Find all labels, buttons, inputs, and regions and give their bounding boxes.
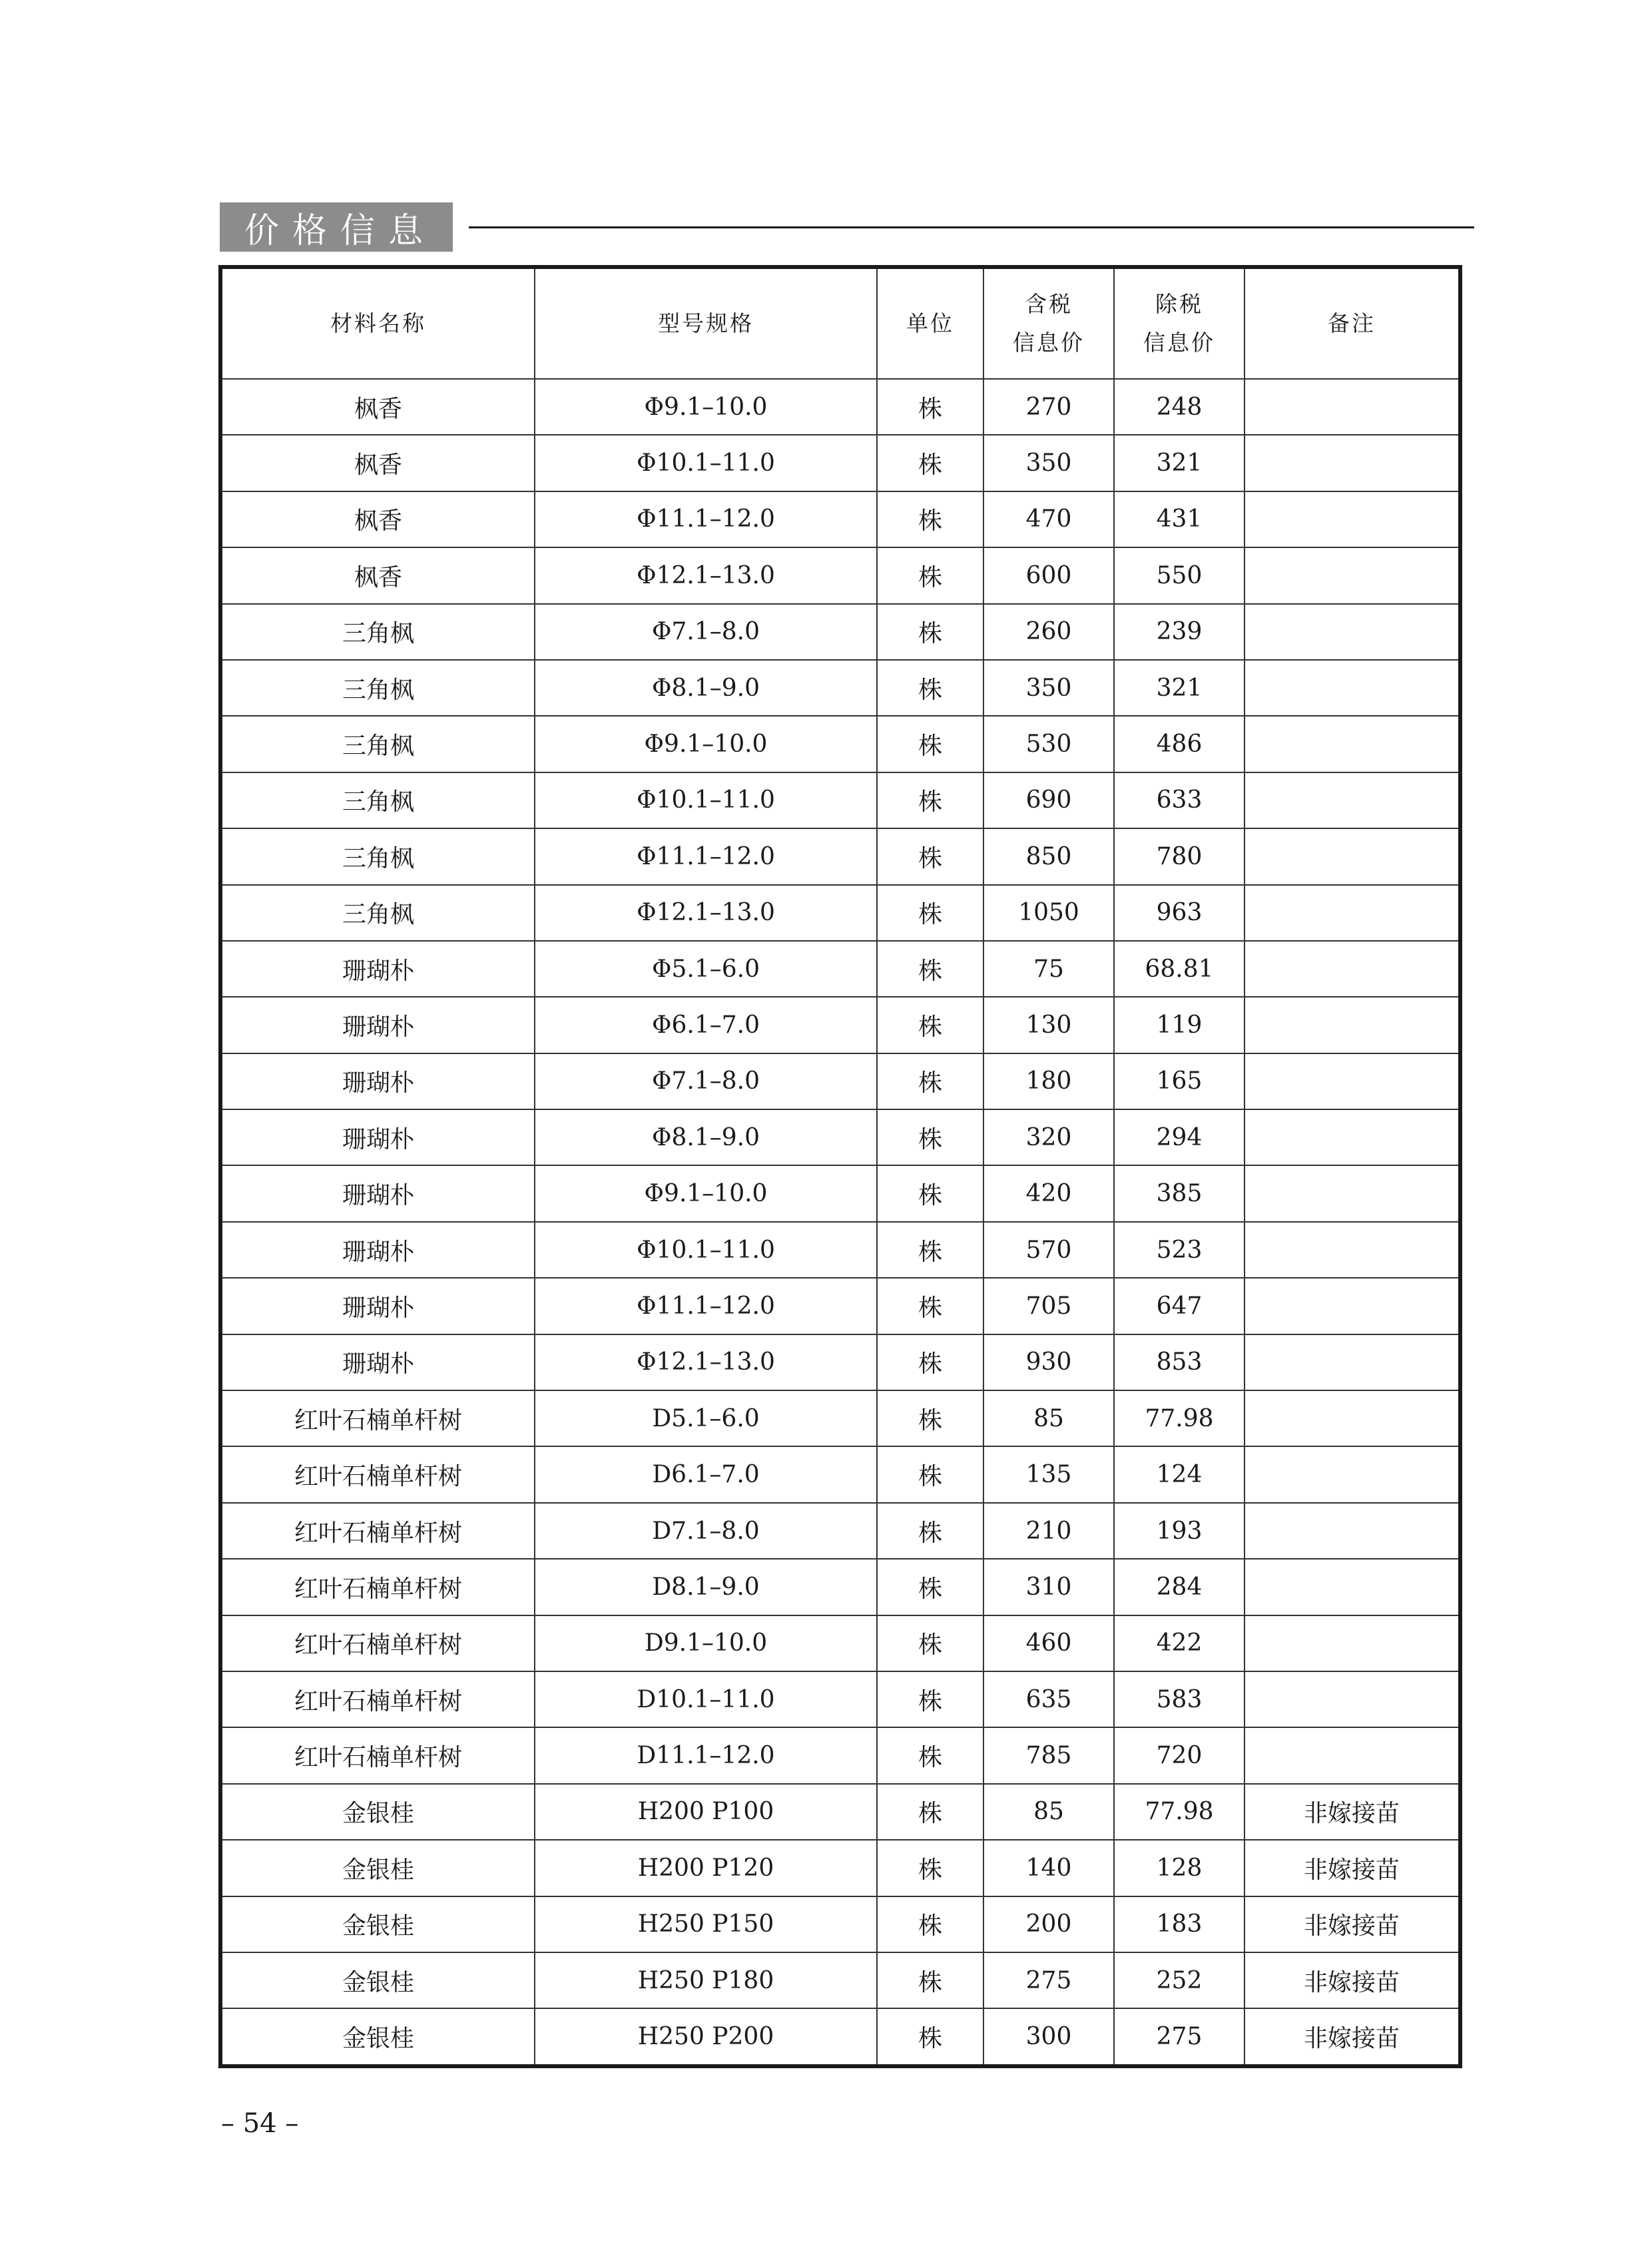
cell-unit: 株 xyxy=(877,1165,983,1221)
cell-price-notax: 321 xyxy=(1114,435,1244,491)
column-header-price-tax-line2: 信息价 xyxy=(1013,330,1085,356)
table-row xyxy=(220,828,1460,884)
cell-price-notax: 239 xyxy=(1114,604,1244,660)
cell-price-notax: 963 xyxy=(1114,885,1244,941)
header-rule xyxy=(469,226,1474,228)
cell-name: 珊瑚朴 xyxy=(220,1222,535,1278)
cell-price-tax: 75 xyxy=(983,941,1114,997)
cell-price-tax: 930 xyxy=(983,1334,1114,1390)
cell-spec: Φ7.1–8.0 xyxy=(535,604,877,660)
column-header-name: 材料名称 xyxy=(220,267,535,379)
cell-price-tax: 210 xyxy=(983,1503,1114,1559)
cell-price-notax: 68.81 xyxy=(1114,941,1244,997)
cell-unit: 株 xyxy=(877,604,983,660)
cell-note xyxy=(1244,941,1460,997)
cell-price-notax: 486 xyxy=(1114,716,1244,772)
cell-unit: 株 xyxy=(877,885,983,941)
cell-spec: Φ10.1–11.0 xyxy=(535,435,877,491)
cell-name: 珊瑚朴 xyxy=(220,1165,535,1221)
cell-price-tax: 350 xyxy=(983,435,1114,491)
cell-note xyxy=(1244,1278,1460,1334)
column-header-price-tax xyxy=(983,267,1114,379)
cell-spec: D6.1–7.0 xyxy=(535,1446,877,1502)
table-row xyxy=(220,1390,1460,1446)
cell-note xyxy=(1244,604,1460,660)
cell-note xyxy=(1244,491,1460,547)
cell-price-tax: 1050 xyxy=(983,885,1114,941)
cell-unit: 株 xyxy=(877,1840,983,1896)
cell-price-notax: 165 xyxy=(1114,1053,1244,1109)
cell-spec: Φ9.1–10.0 xyxy=(535,379,877,435)
cell-unit: 株 xyxy=(877,1334,983,1390)
column-header-price-notax xyxy=(1114,267,1244,379)
cell-spec: Φ11.1–12.0 xyxy=(535,491,877,547)
table-row xyxy=(220,491,1460,547)
cell-spec: Φ10.1–11.0 xyxy=(535,772,877,828)
cell-note xyxy=(1244,828,1460,884)
cell-price-notax: 720 xyxy=(1114,1727,1244,1783)
cell-name: 金银桂 xyxy=(220,1896,535,1952)
cell-unit: 株 xyxy=(877,1896,983,1952)
cell-spec: D5.1–6.0 xyxy=(535,1390,877,1446)
cell-note xyxy=(1244,547,1460,603)
cell-price-tax: 420 xyxy=(983,1165,1114,1221)
table-row xyxy=(220,1053,1460,1109)
cell-spec: Φ9.1–10.0 xyxy=(535,716,877,772)
cell-note xyxy=(1244,435,1460,491)
table-row xyxy=(220,1278,1460,1334)
cell-name: 枫香 xyxy=(220,379,535,435)
column-header-price-notax-line1: 除税 xyxy=(1155,291,1203,317)
cell-note xyxy=(1244,379,1460,435)
cell-unit: 株 xyxy=(877,828,983,884)
cell-price-notax: 124 xyxy=(1114,1446,1244,1502)
table-row xyxy=(220,1222,1460,1278)
cell-spec: H250 P200 xyxy=(535,2008,877,2066)
cell-note xyxy=(1244,1727,1460,1783)
cell-price-notax: 275 xyxy=(1114,2008,1244,2066)
cell-note xyxy=(1244,885,1460,941)
table-row xyxy=(220,1671,1460,1727)
cell-price-notax: 633 xyxy=(1114,772,1244,828)
cell-name: 珊瑚朴 xyxy=(220,1053,535,1109)
cell-name: 珊瑚朴 xyxy=(220,997,535,1053)
table-row xyxy=(220,1784,1460,1840)
cell-spec: H200 P100 xyxy=(535,1784,877,1840)
cell-note xyxy=(1244,660,1460,716)
cell-spec: H250 P180 xyxy=(535,1952,877,2008)
cell-unit: 株 xyxy=(877,1503,983,1559)
cell-spec: Φ7.1–8.0 xyxy=(535,1053,877,1109)
cell-unit: 株 xyxy=(877,1784,983,1840)
cell-spec: Φ8.1–9.0 xyxy=(535,1109,877,1165)
cell-name: 枫香 xyxy=(220,491,535,547)
table-row xyxy=(220,1503,1460,1559)
cell-name: 珊瑚朴 xyxy=(220,1109,535,1165)
cell-price-tax: 785 xyxy=(983,1727,1114,1783)
cell-spec: Φ11.1–12.0 xyxy=(535,1278,877,1334)
cell-note xyxy=(1244,997,1460,1053)
cell-note xyxy=(1244,1671,1460,1727)
cell-spec: Φ9.1–10.0 xyxy=(535,1165,877,1221)
price-table xyxy=(218,265,1462,2068)
cell-spec: Φ8.1–9.0 xyxy=(535,660,877,716)
cell-spec: D8.1–9.0 xyxy=(535,1559,877,1615)
cell-unit: 株 xyxy=(877,1053,983,1109)
cell-unit: 株 xyxy=(877,1727,983,1783)
table-row xyxy=(220,604,1460,660)
cell-unit: 株 xyxy=(877,1390,983,1446)
cell-price-tax: 530 xyxy=(983,716,1114,772)
table-row xyxy=(220,997,1460,1053)
table-row xyxy=(220,941,1460,997)
cell-unit: 株 xyxy=(877,2008,983,2066)
cell-unit: 株 xyxy=(877,1952,983,2008)
table-row xyxy=(220,1446,1460,1502)
table-row xyxy=(220,1615,1460,1671)
table-row xyxy=(220,1840,1460,1896)
column-header-price-tax-line1: 含税 xyxy=(1025,291,1073,317)
cell-name: 三角枫 xyxy=(220,885,535,941)
cell-price-notax: 422 xyxy=(1114,1615,1244,1671)
cell-note xyxy=(1244,1446,1460,1502)
cell-unit: 株 xyxy=(877,491,983,547)
cell-name: 三角枫 xyxy=(220,716,535,772)
cell-unit: 株 xyxy=(877,1559,983,1615)
cell-unit: 株 xyxy=(877,997,983,1053)
cell-spec: Φ10.1–11.0 xyxy=(535,1222,877,1278)
cell-note xyxy=(1244,716,1460,772)
cell-name: 红叶石楠单杆树 xyxy=(220,1390,535,1446)
table-row xyxy=(220,1727,1460,1783)
cell-spec: H250 P150 xyxy=(535,1896,877,1952)
cell-name: 三角枫 xyxy=(220,604,535,660)
table-row xyxy=(220,1952,1460,2008)
cell-spec: Φ12.1–13.0 xyxy=(535,885,877,941)
cell-unit: 株 xyxy=(877,1278,983,1334)
cell-spec: H200 P120 xyxy=(535,1840,877,1896)
cell-price-tax: 135 xyxy=(983,1446,1114,1502)
cell-price-tax: 635 xyxy=(983,1671,1114,1727)
table-row xyxy=(220,716,1460,772)
cell-price-tax: 85 xyxy=(983,1390,1114,1446)
cell-unit: 株 xyxy=(877,1671,983,1727)
cell-unit: 株 xyxy=(877,716,983,772)
cell-price-notax: 853 xyxy=(1114,1334,1244,1390)
cell-price-tax: 705 xyxy=(983,1278,1114,1334)
cell-name: 金银桂 xyxy=(220,2008,535,2066)
column-header-unit: 单位 xyxy=(877,267,983,379)
table-row xyxy=(220,1165,1460,1221)
table-row xyxy=(220,1559,1460,1615)
cell-note xyxy=(1244,1334,1460,1390)
section-label: 价格信息 xyxy=(220,202,453,252)
cell-note xyxy=(1244,1109,1460,1165)
cell-name: 红叶石楠单杆树 xyxy=(220,1503,535,1559)
cell-price-tax: 690 xyxy=(983,772,1114,828)
page-number: – 54 – xyxy=(221,2108,299,2139)
cell-unit: 株 xyxy=(877,772,983,828)
cell-price-notax: 119 xyxy=(1114,997,1244,1053)
cell-note xyxy=(1244,1390,1460,1446)
cell-unit: 株 xyxy=(877,1222,983,1278)
cell-name: 红叶石楠单杆树 xyxy=(220,1446,535,1502)
cell-name: 金银桂 xyxy=(220,1784,535,1840)
cell-price-tax: 570 xyxy=(983,1222,1114,1278)
cell-price-notax: 583 xyxy=(1114,1671,1244,1727)
cell-price-notax: 550 xyxy=(1114,547,1244,603)
cell-spec: D10.1–11.0 xyxy=(535,1671,877,1727)
cell-spec: Φ11.1–12.0 xyxy=(535,828,877,884)
cell-spec: D11.1–12.0 xyxy=(535,1727,877,1783)
cell-price-notax: 183 xyxy=(1114,1896,1244,1952)
cell-price-tax: 85 xyxy=(983,1784,1114,1840)
cell-note xyxy=(1244,1165,1460,1221)
column-header-price-notax-line2: 信息价 xyxy=(1143,330,1215,356)
cell-price-notax: 77.98 xyxy=(1114,1390,1244,1446)
cell-price-tax: 270 xyxy=(983,379,1114,435)
cell-unit: 株 xyxy=(877,1109,983,1165)
cell-price-tax: 350 xyxy=(983,660,1114,716)
cell-note: 非嫁接苗 xyxy=(1244,1840,1460,1896)
cell-price-tax: 600 xyxy=(983,547,1114,603)
cell-price-notax: 252 xyxy=(1114,1952,1244,2008)
cell-price-tax: 850 xyxy=(983,828,1114,884)
cell-price-tax: 470 xyxy=(983,491,1114,547)
cell-note xyxy=(1244,1615,1460,1671)
cell-price-notax: 385 xyxy=(1114,1165,1244,1221)
table-row xyxy=(220,1334,1460,1390)
cell-price-notax: 248 xyxy=(1114,379,1244,435)
cell-price-notax: 77.98 xyxy=(1114,1784,1244,1840)
table-body xyxy=(220,379,1460,2066)
cell-price-notax: 284 xyxy=(1114,1559,1244,1615)
cell-note: 非嫁接苗 xyxy=(1244,1784,1460,1840)
cell-note xyxy=(1244,1503,1460,1559)
table-row xyxy=(220,660,1460,716)
cell-name: 三角枫 xyxy=(220,772,535,828)
cell-spec: D9.1–10.0 xyxy=(535,1615,877,1671)
cell-price-notax: 193 xyxy=(1114,1503,1244,1559)
cell-note xyxy=(1244,1053,1460,1109)
cell-note: 非嫁接苗 xyxy=(1244,1896,1460,1952)
cell-spec: D7.1–8.0 xyxy=(535,1503,877,1559)
cell-price-tax: 200 xyxy=(983,1896,1114,1952)
cell-name: 红叶石楠单杆树 xyxy=(220,1671,535,1727)
cell-price-notax: 523 xyxy=(1114,1222,1244,1278)
cell-price-tax: 140 xyxy=(983,1840,1114,1896)
cell-name: 三角枫 xyxy=(220,660,535,716)
cell-unit: 株 xyxy=(877,547,983,603)
cell-unit: 株 xyxy=(877,1615,983,1671)
table-row xyxy=(220,435,1460,491)
cell-spec: Φ12.1–13.0 xyxy=(535,1334,877,1390)
cell-price-tax: 260 xyxy=(983,604,1114,660)
cell-spec: Φ12.1–13.0 xyxy=(535,547,877,603)
cell-note: 非嫁接苗 xyxy=(1244,2008,1460,2066)
cell-note xyxy=(1244,1222,1460,1278)
table-row xyxy=(220,885,1460,941)
cell-spec: Φ5.1–6.0 xyxy=(535,941,877,997)
cell-unit: 株 xyxy=(877,1446,983,1502)
cell-note xyxy=(1244,772,1460,828)
cell-name: 金银桂 xyxy=(220,1952,535,2008)
table-row xyxy=(220,379,1460,435)
cell-price-notax: 780 xyxy=(1114,828,1244,884)
cell-unit: 株 xyxy=(877,660,983,716)
cell-price-tax: 180 xyxy=(983,1053,1114,1109)
cell-price-notax: 294 xyxy=(1114,1109,1244,1165)
table-row xyxy=(220,1109,1460,1165)
cell-spec: Φ6.1–7.0 xyxy=(535,997,877,1053)
cell-note xyxy=(1244,1559,1460,1615)
cell-name: 珊瑚朴 xyxy=(220,1334,535,1390)
cell-unit: 株 xyxy=(877,435,983,491)
cell-name: 红叶石楠单杆树 xyxy=(220,1559,535,1615)
table-header-row xyxy=(220,267,1460,379)
cell-price-notax: 647 xyxy=(1114,1278,1244,1334)
cell-price-notax: 128 xyxy=(1114,1840,1244,1896)
column-header-note: 备注 xyxy=(1244,267,1460,379)
cell-price-tax: 300 xyxy=(983,2008,1114,2066)
cell-price-tax: 130 xyxy=(983,997,1114,1053)
cell-name: 金银桂 xyxy=(220,1840,535,1896)
cell-name: 枫香 xyxy=(220,547,535,603)
cell-price-notax: 321 xyxy=(1114,660,1244,716)
cell-price-tax: 320 xyxy=(983,1109,1114,1165)
column-header-spec: 型号规格 xyxy=(535,267,877,379)
cell-name: 珊瑚朴 xyxy=(220,941,535,997)
cell-name: 三角枫 xyxy=(220,828,535,884)
table-row xyxy=(220,2008,1460,2066)
table-row xyxy=(220,772,1460,828)
cell-name: 枫香 xyxy=(220,435,535,491)
table-row xyxy=(220,1896,1460,1952)
cell-price-tax: 460 xyxy=(983,1615,1114,1671)
cell-name: 红叶石楠单杆树 xyxy=(220,1615,535,1671)
cell-note: 非嫁接苗 xyxy=(1244,1952,1460,2008)
cell-price-notax: 431 xyxy=(1114,491,1244,547)
cell-price-tax: 310 xyxy=(983,1559,1114,1615)
cell-unit: 株 xyxy=(877,941,983,997)
table-row xyxy=(220,547,1460,603)
cell-unit: 株 xyxy=(877,379,983,435)
cell-name: 珊瑚朴 xyxy=(220,1278,535,1334)
cell-name: 红叶石楠单杆树 xyxy=(220,1727,535,1783)
cell-price-tax: 275 xyxy=(983,1952,1114,2008)
